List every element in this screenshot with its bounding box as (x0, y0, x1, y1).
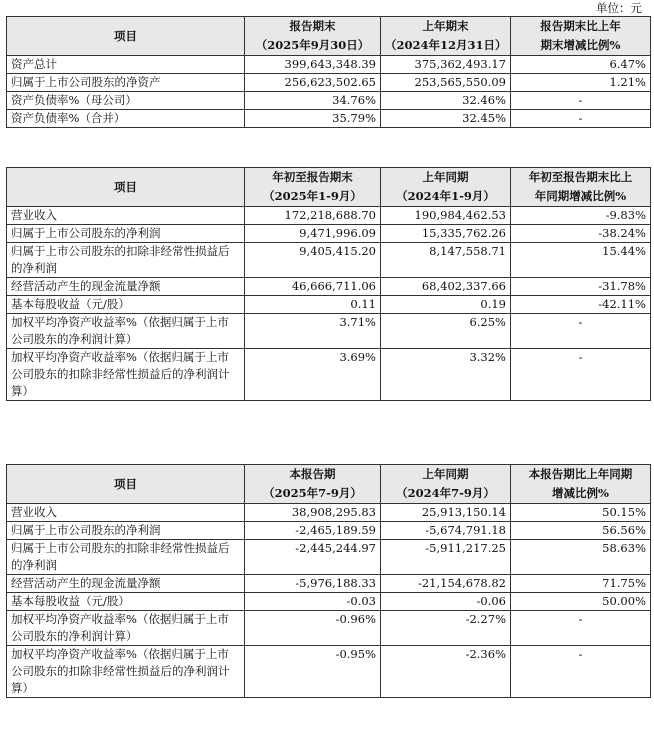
prior-value-cell: 32.45% (381, 110, 511, 128)
change-pct-cell: 58.63% (511, 540, 651, 575)
table-row (7, 522, 651, 540)
row-label-cell: 归属于上市公司股东的净利润 (7, 225, 245, 243)
current-value-cell: 0.11 (245, 296, 381, 314)
table-row (7, 575, 651, 593)
change-pct-cell: - (511, 110, 651, 128)
prior-value-cell: -2.27% (381, 611, 511, 646)
header-change-pct: 报告期末比上年 期末增减比例% (511, 17, 651, 56)
row-label-cell: 归属于上市公司股东的净资产 (7, 74, 245, 92)
row-label-cell: 资产负债率%（合并） (7, 110, 245, 128)
change-pct-cell: - (511, 314, 651, 349)
row-label-cell: 加权平均净资产收益率%（依据归属于上市公司股东的扣除非经常性损益后的净利润计算） (7, 349, 245, 401)
row-label-cell: 经营活动产生的现金流量净额 (7, 575, 245, 593)
table-header-row (7, 168, 651, 207)
change-pct-cell: - (511, 646, 651, 698)
header-prior-period: 上年同期 （2024年7-9月） (381, 465, 511, 504)
current-value-cell: 399,643,348.39 (245, 56, 381, 74)
table-row (7, 225, 651, 243)
prior-value-cell: 190,984,462.53 (381, 207, 511, 225)
change-pct-cell: 50.00% (511, 593, 651, 611)
current-value-cell: -0.95% (245, 646, 381, 698)
table-row (7, 243, 651, 278)
change-pct-cell: - (511, 92, 651, 110)
change-pct-cell: -9.83% (511, 207, 651, 225)
row-label-cell: 基本每股收益（元/股） (7, 593, 245, 611)
header-current-period: 报告期末 （2025年9月30日） (245, 17, 381, 56)
table-row (7, 611, 651, 646)
current-value-cell: -0.96% (245, 611, 381, 646)
row-label-cell: 营业收入 (7, 504, 245, 522)
current-value-cell: -0.03 (245, 593, 381, 611)
row-label-cell: 经营活动产生的现金流量净额 (7, 278, 245, 296)
current-value-cell: 35.79% (245, 110, 381, 128)
current-value-cell: -2,445,244.97 (245, 540, 381, 575)
table-row (7, 207, 651, 225)
prior-value-cell: 6.25% (381, 314, 511, 349)
prior-value-cell: -0.06 (381, 593, 511, 611)
table-row (7, 593, 651, 611)
prior-value-cell: -2.36% (381, 646, 511, 698)
current-value-cell: 34.76% (245, 92, 381, 110)
prior-value-cell: 68,402,337.66 (381, 278, 511, 296)
change-pct-cell: - (511, 611, 651, 646)
row-label-cell: 资产总计 (7, 56, 245, 74)
table-header-row (7, 465, 651, 504)
prior-value-cell: -5,674,791.18 (381, 522, 511, 540)
row-label-cell: 营业收入 (7, 207, 245, 225)
row-label-cell: 归属于上市公司股东的扣除非经常性损益后的净利润 (7, 243, 245, 278)
change-pct-cell: 6.47% (511, 56, 651, 74)
balance-sheet-table (6, 16, 651, 128)
unit-label: 单位：元 (596, 1, 642, 15)
change-pct-cell: -38.24% (511, 225, 651, 243)
change-pct-cell: 71.75% (511, 575, 651, 593)
header-prior-period: 上年期末 （2024年12月31日） (381, 17, 511, 56)
table-row (7, 646, 651, 698)
table-row (7, 540, 651, 575)
prior-value-cell: -21,154,678.82 (381, 575, 511, 593)
prior-value-cell: 0.19 (381, 296, 511, 314)
row-label-cell: 加权平均净资产收益率%（依据归属于上市公司股东的净利润计算） (7, 314, 245, 349)
table-header-row (7, 17, 651, 56)
table-row (7, 504, 651, 522)
current-value-cell: 172,218,688.70 (245, 207, 381, 225)
header-item: 项目 (7, 465, 245, 504)
current-value-cell: 9,405,415.20 (245, 243, 381, 278)
header-current-period: 本报告期 （2025年7-9月） (245, 465, 381, 504)
change-pct-cell: -31.78% (511, 278, 651, 296)
row-label-cell: 归属于上市公司股东的净利润 (7, 522, 245, 540)
change-pct-cell: -42.11% (511, 296, 651, 314)
header-change-pct: 年初至报告期末比上 年同期增减比例% (511, 168, 651, 207)
change-pct-cell: 50.15% (511, 504, 651, 522)
ytd-income-table (6, 167, 651, 401)
prior-value-cell: 32.46% (381, 92, 511, 110)
row-label-cell: 归属于上市公司股东的扣除非经常性损益后的净利润 (7, 540, 245, 575)
row-label-cell: 加权平均净资产收益率%（依据归属于上市公司股东的净利润计算） (7, 611, 245, 646)
prior-value-cell: 8,147,558.71 (381, 243, 511, 278)
table-row (7, 92, 651, 110)
header-current-period: 年初至报告期末 （2025年1-9月） (245, 168, 381, 207)
header-change-pct: 本报告期比上年同期 增减比例% (511, 465, 651, 504)
change-pct-cell: 15.44% (511, 243, 651, 278)
current-value-cell: 3.69% (245, 349, 381, 401)
current-value-cell: 3.71% (245, 314, 381, 349)
current-value-cell: 256,623,502.65 (245, 74, 381, 92)
prior-value-cell: -5,911,217.25 (381, 540, 511, 575)
change-pct-cell: - (511, 349, 651, 401)
table-row (7, 278, 651, 296)
change-pct-cell: 56.56% (511, 522, 651, 540)
current-value-cell: 38,908,295.83 (245, 504, 381, 522)
table-row (7, 314, 651, 349)
current-value-cell: -5,976,188.33 (245, 575, 381, 593)
table-row (7, 349, 651, 401)
table-row (7, 56, 651, 74)
prior-value-cell: 15,335,762.26 (381, 225, 511, 243)
header-prior-period: 上年同期 （2024年1-9月） (381, 168, 511, 207)
change-pct-cell: 1.21% (511, 74, 651, 92)
table-row (7, 74, 651, 92)
prior-value-cell: 253,565,550.09 (381, 74, 511, 92)
current-value-cell: 46,666,711.06 (245, 278, 381, 296)
table-row (7, 110, 651, 128)
prior-value-cell: 3.32% (381, 349, 511, 401)
table-row (7, 296, 651, 314)
prior-value-cell: 375,362,493.17 (381, 56, 511, 74)
header-item: 项目 (7, 17, 245, 56)
current-value-cell: -2,465,189.59 (245, 522, 381, 540)
row-label-cell: 资产负债率%（母公司） (7, 92, 245, 110)
row-label-cell: 基本每股收益（元/股） (7, 296, 245, 314)
row-label-cell: 加权平均净资产收益率%（依据归属于上市公司股东的扣除非经常性损益后的净利润计算） (7, 646, 245, 698)
current-value-cell: 9,471,996.09 (245, 225, 381, 243)
quarter-income-table (6, 464, 651, 698)
prior-value-cell: 25,913,150.14 (381, 504, 511, 522)
header-item: 项目 (7, 168, 245, 207)
